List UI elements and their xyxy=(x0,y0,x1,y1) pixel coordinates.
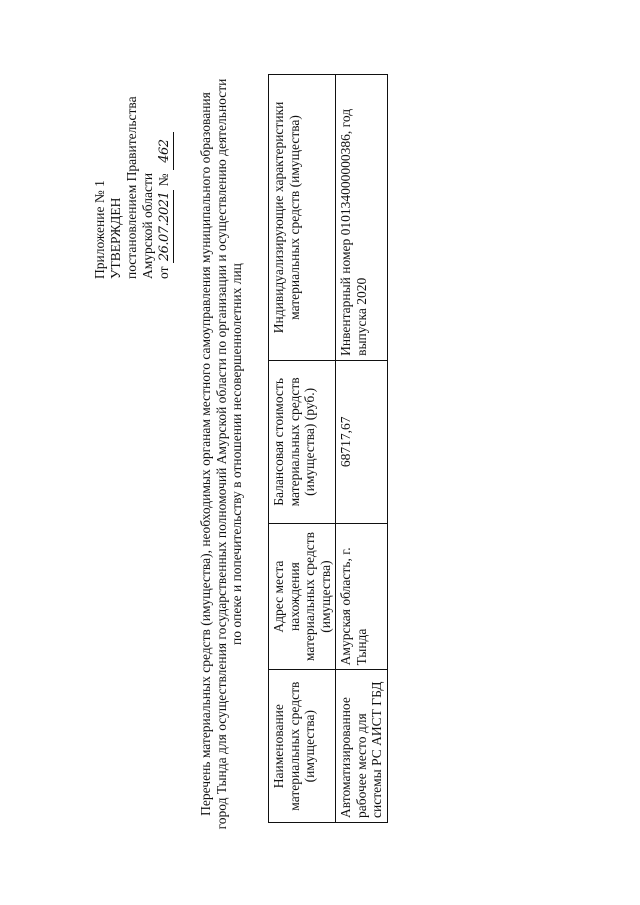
column-header-value: Балансовая стоимость материальных средств (имущества) (руб.) xyxy=(269,360,336,523)
cell-name: Автоматизированное рабочее место для системы РС АИСТ ГБД xyxy=(336,670,388,823)
document-heading xyxy=(198,9,245,899)
cell-characteristics: Инвентарный номер 010134000000386, год выпуска 2020 xyxy=(336,75,388,361)
date-number-line xyxy=(156,49,174,279)
heading-line-3: по опеке и попечительству в отношении несовершеннолетних лиц xyxy=(229,263,244,645)
appendix-number: Приложение № 1 xyxy=(92,180,107,279)
cell-value: 68717,67 xyxy=(336,360,388,523)
table-header-row xyxy=(269,75,336,823)
region-label: Амурской области xyxy=(140,172,155,279)
column-header-address: Адрес места нахождения материальных средств (имущества) xyxy=(269,523,336,670)
table-row xyxy=(336,75,388,823)
cell-address: Амурская область, г. Тында xyxy=(336,523,388,670)
assets-table xyxy=(268,74,388,823)
resolution-label: постановлением Правительства xyxy=(124,96,139,279)
heading-line-2: город Тында для осуществления государственных полномочий Амурской области по организации и осуществлению деятельности xyxy=(213,78,229,830)
date-prefix: от xyxy=(156,266,171,279)
handwritten-date: 26.07.2021 xyxy=(157,191,172,262)
approval-stamp-block xyxy=(92,49,174,279)
approved-label: УТВЕРЖДЕН xyxy=(108,197,123,279)
handwritten-number: 462 xyxy=(157,132,174,170)
heading-line-1: Перечень материальных средств (имущества), необходимых органам местного самоуправления муниципального образования xyxy=(198,92,213,816)
column-header-characteristics: Индивидуализирующие характеристики материальных средств (имущества) xyxy=(269,75,336,361)
column-header-name: Наименование материальных средств (имущества) xyxy=(269,670,336,823)
number-prefix: № xyxy=(156,173,171,187)
